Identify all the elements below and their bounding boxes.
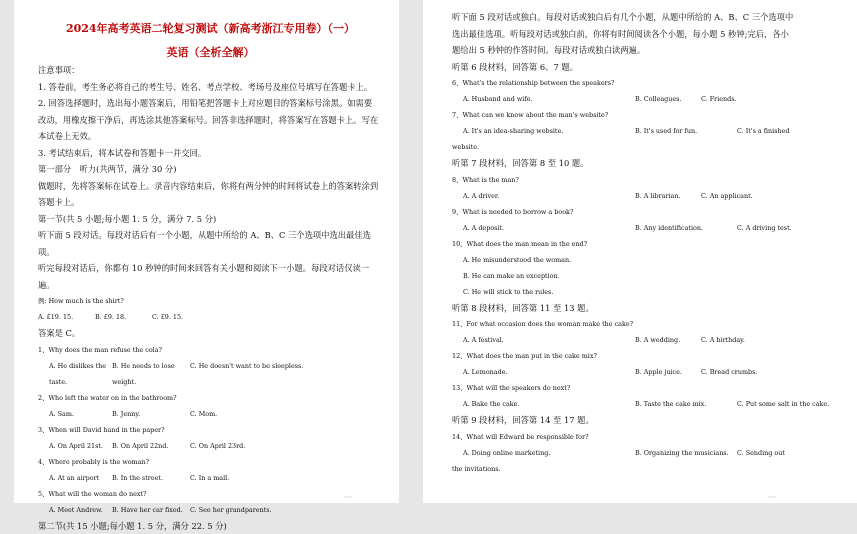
question-options: [38, 502, 383, 518]
option: A. On April 21st.: [49, 438, 112, 454]
question-options: [452, 396, 857, 412]
option: B. Colleagues.: [635, 91, 701, 107]
example-answer: 答案是 C。: [38, 325, 383, 342]
option: A. Lemonade.: [463, 364, 635, 380]
section-heading: 听第 9 段材料，回答第 14 至 17 题。: [452, 412, 857, 429]
question-options: [452, 188, 857, 204]
option: A. Doing online marketing.: [463, 445, 635, 461]
option: B. Apple juice.: [635, 364, 701, 380]
option: C. It's a finished: [737, 123, 789, 139]
question-text: 2、Who left the water on in the bathroom?: [38, 390, 383, 406]
example-question: 例: How much is the shirt?: [38, 293, 383, 309]
option: C. Mom.: [190, 406, 217, 422]
option: C. A driving test.: [737, 220, 792, 236]
section-heading: 第一节(共 5 小题;每小题 1. 5 分，满分 7. 5 分): [38, 211, 383, 228]
question-text: 13、What will the speakers do next?: [452, 380, 857, 396]
question-blocks: [452, 59, 857, 477]
option: A. Meet Andrew.: [49, 502, 112, 518]
question-options: [452, 123, 857, 139]
question-options: [38, 358, 383, 390]
option: B. Taste the cake mix.: [635, 396, 737, 412]
intro-line: 选出最佳选项。听每段对话或独白前，你将有时间阅读各个小题，每小题 5 秒钟;完后，各小: [452, 26, 857, 43]
question-text: 14、What will Edward be responsible for?: [452, 429, 857, 445]
question-options: [452, 220, 857, 236]
option: C. An applicant.: [701, 188, 753, 204]
option: B. He can make an exception.: [452, 268, 857, 284]
question-options: [452, 445, 857, 461]
option: A. Bake the cake.: [463, 396, 635, 412]
option: A. Husband and wife.: [463, 91, 635, 107]
part-note-line: 做题时，先将答案标在试卷上。录音内容结束后，你将有两分钟的时间将试卷上的答案转涂到: [38, 178, 383, 195]
part-note-line: 答题卡上。: [38, 194, 383, 211]
section-heading: 听第 8 段材料，回答第 11 至 13 题。: [452, 300, 857, 317]
part-heading: 第一部分 听力(共两节，满分 30 分): [38, 161, 383, 178]
question-options: [452, 364, 857, 380]
question-text: 5、What will the woman do next?: [38, 486, 383, 502]
question-text: 4、Where probably is the woman?: [38, 454, 383, 470]
option: B. In the street.: [112, 470, 190, 486]
question-text: 1、Why does the man refuse the cola?: [38, 342, 383, 358]
option: A. A driver.: [463, 188, 635, 204]
option: A. £19. 15.: [38, 309, 95, 325]
option: C. £9. 15.: [152, 309, 183, 325]
option: A. He misunderstood the woman.: [452, 252, 857, 268]
option: B. It's used for fun.: [635, 123, 737, 139]
question-options: [38, 438, 383, 454]
right-page-content: [423, 0, 857, 477]
option: C. Bread crumbs.: [701, 364, 757, 380]
option: A. A festival.: [463, 332, 635, 348]
option: C. Put some salt in the cake.: [737, 396, 829, 412]
option-continuation: website.: [452, 139, 857, 155]
intro-line: 题给出 5 秒钟的作答时间。每段对话或独白读两遍。: [452, 42, 857, 59]
option: C. A birthday.: [701, 332, 745, 348]
question-text: 8、What is the man?: [452, 172, 857, 188]
question-text: 10、What does the man mean in the end?: [452, 236, 857, 252]
section-heading: 听第 7 段材料，回答第 8 至 10 题。: [452, 155, 857, 172]
option: A. He dislikes the taste.: [49, 358, 112, 390]
option: A. It's an idea-sharing website.: [463, 123, 635, 139]
question-text: 11、For what occasion does the woman make the cake?: [452, 316, 857, 332]
document-subtitle: 英语（全析全解）: [38, 44, 383, 62]
option: B. Organizing the musicians.: [635, 445, 737, 461]
intro-line: 听下面 5 段对话或独白。每段对话或独白后有几个小题，从题中所给的 A、B、C 三个选项中: [452, 9, 857, 26]
notice-heading: 注意事项：: [38, 62, 383, 79]
option: B. On April 22nd.: [112, 438, 190, 454]
notice-line: 1. 答卷前，考生务必将自己的考生号、姓名、考点学校、考场号及座位号填写在答题卡上。: [38, 79, 383, 96]
option: C. Friends.: [701, 91, 737, 107]
option: C. He will stick to the rules.: [452, 284, 857, 300]
option-continuation: the invitations.: [452, 461, 857, 477]
question-options: [38, 406, 383, 422]
notice-line: 3. 考试结束后，将本试卷和答题卡一并交回。: [38, 145, 383, 162]
option: B. A wedding.: [635, 332, 701, 348]
option: B. Jenny.: [112, 406, 190, 422]
question-text: 3、When will David hand in the paper?: [38, 422, 383, 438]
notice-line: 2. 回答选择题时，选出每小题答案后，用铅笔把答题卡上对应题目的答案标号涂黑。如需要: [38, 95, 383, 112]
option: C. On April 23rd.: [190, 438, 245, 454]
section-note-line: 听完每段对话后，你都有 10 秒钟的时间来回答有关小题和阅读下一小题。每段对话仅读一遍。: [38, 260, 383, 293]
question-options: [452, 332, 857, 348]
section-note-line: 听下面 5 段对话。每段对话后有一个小题，从题中所给的 A、B、C 三个选项中选出最佳选项。: [38, 227, 383, 260]
question-text: 9、What is needed to borrow a book?: [452, 204, 857, 220]
question-options: [452, 91, 857, 107]
question-options: [38, 470, 383, 486]
document-title: 2024年高考英语二轮复习测试（新高考浙江专用卷）（一）: [38, 20, 383, 38]
watermark-icon: 〰: [344, 492, 352, 503]
question-text: 7、What can we know about the man's website?: [452, 107, 857, 123]
right-page: [423, 0, 857, 503]
question-list: [38, 342, 383, 518]
question-text: 6、What's the relationship between the speakers?: [452, 75, 857, 91]
option: C. Sending out: [737, 445, 785, 461]
option: C. He doesn't want to be sleepless.: [190, 358, 303, 390]
watermark-icon: 〰: [768, 492, 776, 503]
option: A. A deposit.: [463, 220, 635, 236]
left-page-content: [14, 0, 399, 534]
notice-line: 本试卷上无效。: [38, 128, 383, 145]
option: B. Have her car fixed.: [112, 502, 190, 518]
option: A. At an airport: [49, 470, 112, 486]
option: B. Any identification.: [635, 220, 737, 236]
left-page: [14, 0, 399, 503]
option: C. See her grandparents.: [190, 502, 272, 518]
section-heading: 第二节(共 15 小题;每小题 1. 5 分，满分 22. 5 分): [38, 518, 383, 534]
option: A. Sam.: [49, 406, 112, 422]
option: B. A librarian.: [635, 188, 701, 204]
option: C. In a mall.: [190, 470, 229, 486]
notice-line: 改动，用橡皮擦干净后，再选涂其他答案标号。回答非选择题时，将答案写在答题卡上。写在: [38, 112, 383, 129]
option: B. £9. 18.: [95, 309, 152, 325]
section-heading: 听第 6 段材料，回答第 6、7 题。: [452, 59, 857, 76]
example-options: [38, 309, 383, 325]
option: B. He needs to lose weight.: [112, 358, 190, 390]
question-text: 12、What does the man put in the cake mix?: [452, 348, 857, 364]
